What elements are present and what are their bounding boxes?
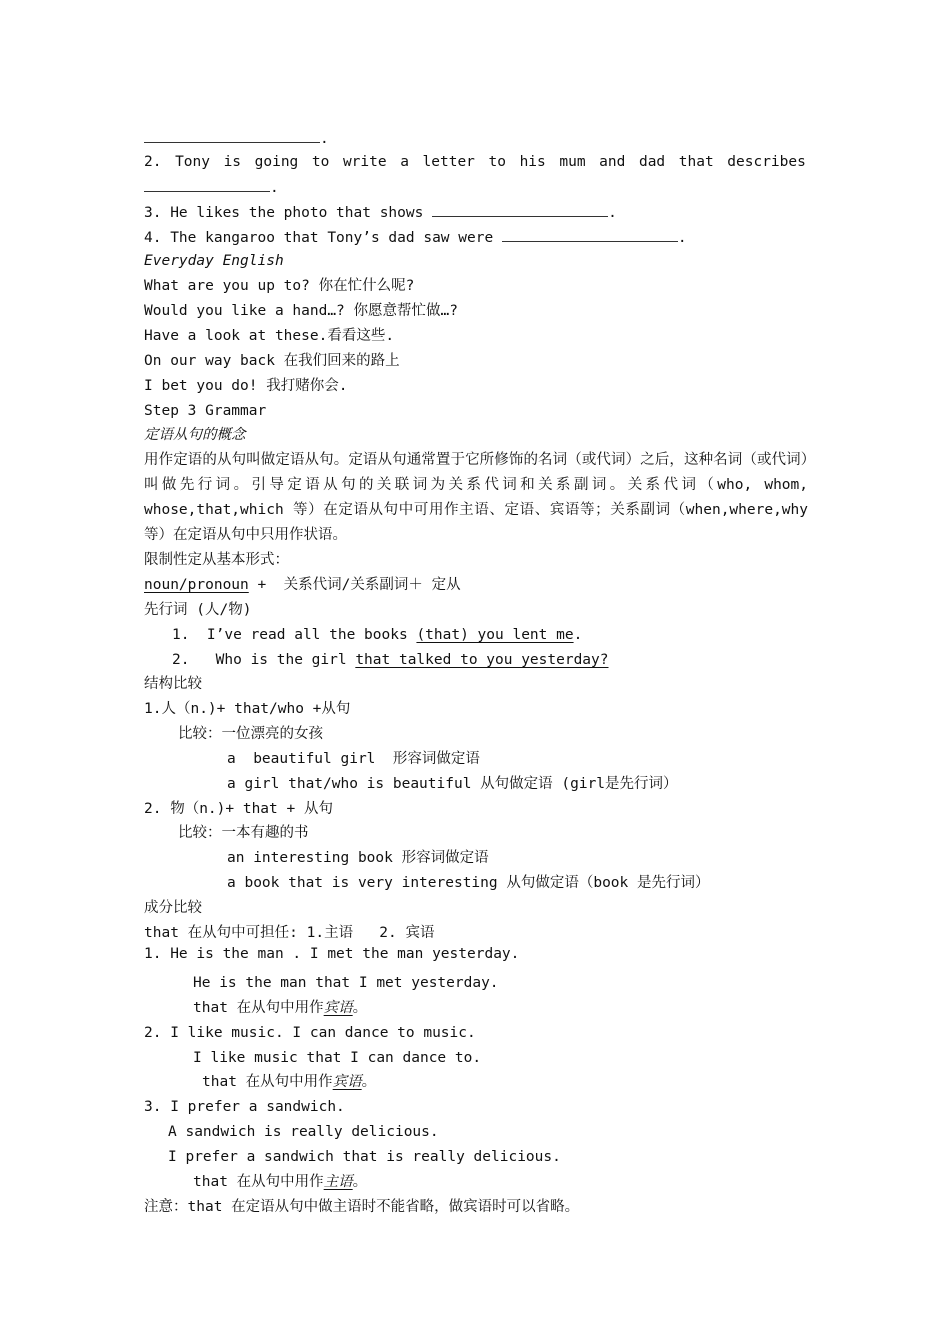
component-example-2: 2. I like music. I can dance to music. bbox=[144, 1025, 476, 1041]
word: 2. bbox=[144, 154, 162, 170]
everyday-heading: Everyday English bbox=[144, 253, 284, 269]
step-heading: Step 3 Grammar bbox=[144, 403, 267, 419]
concept-heading: 定语从句的概念 bbox=[144, 427, 246, 443]
word: to bbox=[311, 154, 330, 170]
component-example-1-combined: He is the man that I met yesterday. bbox=[193, 975, 499, 991]
exercise-item-3: 3. He likes the photo that shows . bbox=[144, 202, 617, 222]
everyday-line: Would you like a hand…? 你愿意帮忙做…? bbox=[144, 303, 458, 319]
structure-2-compare: 比较：一本有趣的书 bbox=[178, 825, 309, 841]
everyday-line: I bet you do! 我打赌你会. bbox=[144, 378, 348, 394]
word: to bbox=[488, 154, 506, 170]
exercise-item-4: 4. The kangaroo that Tony’s dad saw were . bbox=[144, 227, 687, 247]
structure-1-b: a girl that/who is beautiful 从句做定语 (girl是先行词） bbox=[227, 776, 678, 792]
antecedent-label: 先行词 (人/物) bbox=[144, 602, 252, 618]
answer-blank[interactable] bbox=[144, 177, 270, 192]
component-example-3-b: A sandwich is really delicious. bbox=[168, 1124, 439, 1140]
component-example-1: 1. He is the man . I met the man yesterday. bbox=[144, 946, 520, 962]
example-1: 1. I’ve read all the books (that) you lent me. bbox=[172, 627, 583, 643]
structure-1: 1.人（n.)+ that/who +从句 bbox=[144, 701, 351, 717]
word: that bbox=[678, 154, 714, 170]
component-example-1-note: that 在从句中用作宾语。 bbox=[193, 1000, 368, 1016]
word: Tony bbox=[175, 154, 210, 170]
word: and bbox=[599, 154, 626, 170]
everyday-line: On our way back 在我们回来的路上 bbox=[144, 353, 400, 369]
component-example-3-note: that 在从句中用作主语。 bbox=[193, 1174, 368, 1190]
answer-blank[interactable] bbox=[432, 202, 608, 217]
concept-paragraph: 用作定语的从句叫做定语从句。定语从句通常置于它所修饰的名词（或代词）之后，这种名词（或代词）叫做先行词。引导定语从句的关联词为关系代词和关系副词。关系代词（who, whom, whose,that,which 等）在定语从句中可用作主语、定语、宾语等；关系副词（when,where,why 等）在定语从句中只用作状语。 bbox=[144, 452, 808, 543]
form-heading: 限制性定从基本形式： bbox=[144, 552, 289, 568]
answer-blank[interactable] bbox=[502, 227, 678, 242]
word: his bbox=[519, 154, 546, 170]
structure-2-a: an interesting book 形容词做定语 bbox=[227, 850, 489, 866]
component-example-2-note: that 在从句中用作宾语。 bbox=[202, 1074, 377, 1090]
component-example-2-combined: I like music that I can dance to. bbox=[193, 1050, 482, 1066]
note: 注意：that 在定语从句中做主语时不能省略，做宾语时可以省略。 bbox=[144, 1199, 580, 1215]
exercise-blank-1: . bbox=[144, 128, 329, 148]
word: write bbox=[342, 154, 387, 170]
word: going bbox=[254, 154, 299, 170]
component-example-3: 3. I prefer a sandwich. bbox=[144, 1099, 345, 1115]
exercise-item-2 bbox=[144, 152, 806, 172]
answer-blank[interactable] bbox=[144, 128, 320, 143]
structure-heading: 结构比较 bbox=[144, 676, 202, 692]
everyday-line: Have a look at these.看看这些. bbox=[144, 328, 395, 344]
structure-2: 2. 物（n.)+ that + 从句 bbox=[144, 801, 333, 817]
word: mum bbox=[559, 154, 586, 170]
structure-1-compare: 比较：一位漂亮的女孩 bbox=[178, 726, 323, 742]
word: a bbox=[400, 154, 409, 170]
noun-pronoun: noun/pronoun bbox=[144, 577, 249, 593]
form-formula: noun/pronoun + 关系代词/关系副词＋ 定从 bbox=[144, 577, 461, 593]
clause-underlined: (that) you lent me bbox=[416, 627, 574, 643]
word: describes bbox=[727, 154, 806, 170]
exercise-blank-2: . bbox=[144, 177, 279, 197]
clause-underlined: that talked to you yesterday? bbox=[355, 652, 609, 668]
component-intro: that 在从句中可担任: 1.主语 2. 宾语 bbox=[144, 925, 435, 941]
example-2: 2. Who is the girl that talked to you yesterday? bbox=[172, 652, 609, 668]
component-heading: 成分比较 bbox=[144, 900, 202, 916]
word: is bbox=[223, 154, 242, 170]
structure-2-b: a book that is very interesting 从句做定语（book 是先行词） bbox=[227, 875, 710, 891]
everyday-line: What are you up to? 你在忙什么呢? bbox=[144, 278, 415, 294]
word: dad bbox=[638, 154, 666, 170]
structure-1-a: a beautiful girl 形容词做定语 bbox=[227, 751, 480, 767]
word: letter bbox=[422, 154, 475, 170]
component-example-3-combined: I prefer a sandwich that is really delicious. bbox=[168, 1149, 561, 1165]
